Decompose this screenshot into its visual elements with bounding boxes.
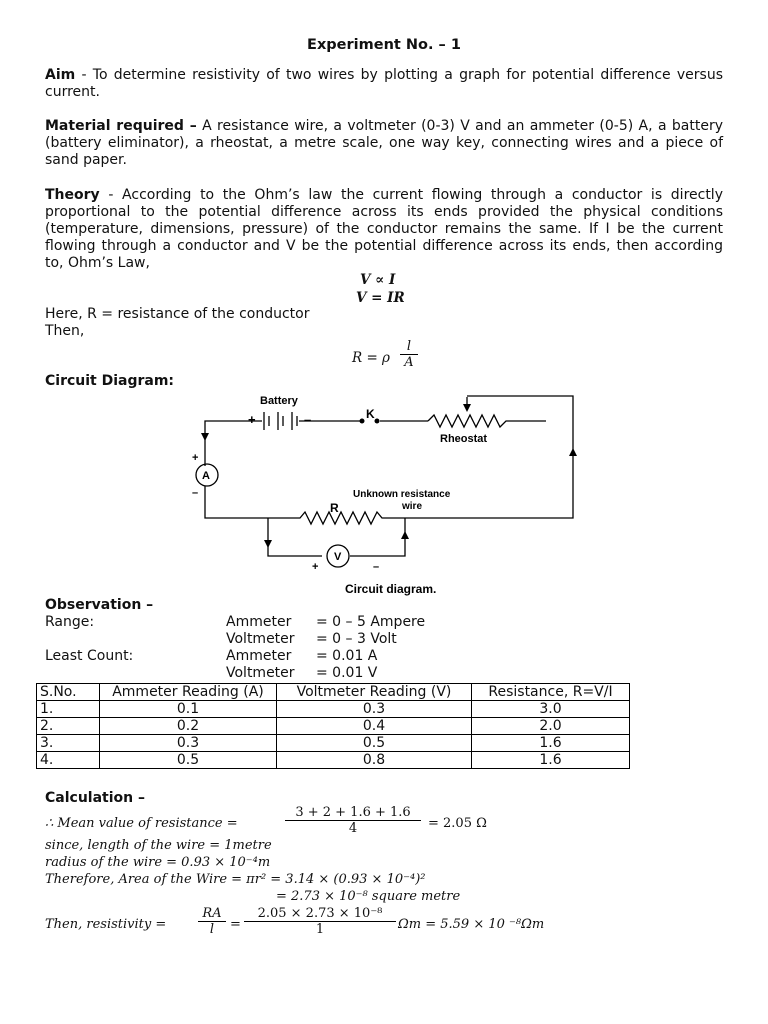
table-cell: 4. (37, 752, 100, 769)
resistance-lhs: R = ρ (352, 350, 390, 366)
table-cell: 3. (37, 735, 100, 752)
resistivity-result: Ωm = 5.59 × 10 ⁻⁸Ωm (398, 917, 545, 932)
instrument-value: = 0.01 A (316, 648, 378, 664)
rheostat-label: Rheostat (440, 433, 488, 445)
wire-right (467, 396, 573, 508)
ammeter-label: A (202, 470, 210, 482)
radius-line: radius of the wire = 0.93 × 10⁻⁴m (45, 855, 271, 870)
table-header: Resistance, R=V/I (472, 684, 630, 701)
battery-label: Battery (260, 395, 298, 407)
circuit-caption: Circuit diagram. (345, 582, 437, 596)
fraction-denominator: 1 (244, 921, 396, 937)
aim-paragraph (45, 67, 723, 101)
resistivity-fraction-2 (244, 906, 396, 937)
key-label: K (366, 407, 375, 421)
key-contact (360, 419, 365, 424)
voltmeter-minus: – (373, 561, 380, 573)
table-header: Ammeter Reading (A) (100, 684, 277, 701)
instrument-value: = 0 – 5 Ampere (316, 614, 426, 630)
table-cell: 2. (37, 718, 100, 735)
table-cell: 1.6 (472, 735, 630, 752)
table-row (37, 752, 630, 769)
table-cell: 3.0 (472, 701, 630, 718)
voltmeter-plus: + (312, 561, 319, 573)
battery-plus: + (248, 412, 256, 427)
fraction-numerator: l (406, 339, 412, 354)
fraction-numerator: 2.05 × 2.73 × 10⁻⁸ (257, 906, 383, 921)
resistance-fraction (400, 339, 418, 370)
unknown-label-line1: Unknown resistance (353, 489, 451, 500)
mean-lhs: ∴ Mean value of resistance = (45, 816, 238, 831)
table-header: S.No. (37, 684, 100, 701)
arrow-up (401, 531, 409, 539)
mean-result: = 2.05 Ω (428, 816, 487, 831)
instrument-name: Ammeter (226, 648, 292, 664)
arrow-up (569, 448, 577, 456)
table-row (37, 718, 630, 735)
then-text: Then, (45, 323, 85, 339)
table-cell: 0.1 (100, 701, 277, 718)
key-contact (375, 419, 380, 424)
resistivity-lhs: Then, resistivity = (45, 917, 167, 932)
mean-fraction (285, 805, 421, 836)
equals-sign: = (230, 917, 241, 932)
table-cell: 0.3 (100, 735, 277, 752)
arrow-down (201, 433, 209, 441)
table-cell: 0.4 (277, 718, 472, 735)
table-cell: 0.8 (277, 752, 472, 769)
here-text: Here, R = resistance of the conductor (45, 306, 310, 322)
voltmeter-wire-left (268, 518, 322, 556)
circuit-heading: Circuit Diagram: (45, 373, 175, 389)
ohm-equation: V = IR (356, 290, 405, 306)
material-text: A resistance wire, a voltmeter (0-3) V and an ammeter (0-5) A, a battery (battery eliminator), a rheostat, a metre scale, one way key, connecting wires and a piece of sand paper. (45, 118, 724, 168)
ammeter-plus: + (192, 452, 199, 464)
battery-minus: – (304, 412, 312, 427)
least-count-label: Least Count: (45, 648, 134, 664)
range-label: Range: (45, 614, 95, 630)
theory-label: Theory (45, 187, 100, 203)
theory-text: - According to the Ohm’s law the current flowing through a conductor is directly proportional to the potential difference across its ends provided the physical conditions (temperature, dimensions, pressure) of the conductor remains the same. If I be the current flowing through a conductor and V be the potential difference across its ends, then according to, Ohm’s Law, (45, 187, 723, 271)
ammeter-minus: – (192, 487, 199, 499)
fraction-numerator: RA (202, 906, 222, 921)
observation-heading: Observation – (45, 597, 154, 613)
material-paragraph (45, 118, 723, 169)
aim-label: Aim (45, 67, 76, 83)
table-cell: 0.3 (277, 701, 472, 718)
resistivity-fraction-1 (198, 906, 226, 937)
mean-numerator: 3 + 2 + 1.6 + 1.6 (295, 805, 411, 820)
voltmeter-label: V (334, 551, 342, 563)
material-label: Material required – (45, 118, 197, 134)
mean-denominator: 4 (285, 820, 421, 836)
wire-left-bottom (205, 486, 268, 518)
area-line: Therefore, Area of the Wire = πr² = 3.14 × (0.93 × 10⁻⁴)² (45, 872, 426, 887)
area-result-line: = 2.73 × 10⁻⁸ square metre (276, 889, 461, 904)
resistor-label: R (330, 501, 339, 515)
fraction-denominator: l (198, 921, 226, 937)
rheostat-coil (428, 415, 546, 427)
instrument-name: Ammeter (226, 614, 292, 630)
slider-arrow (463, 404, 471, 412)
theory-paragraph (45, 187, 723, 272)
instrument-value: = 0.01 V (316, 665, 378, 681)
observation-table (36, 683, 630, 769)
table-row (37, 735, 630, 752)
calculation-heading: Calculation – (45, 790, 145, 806)
instrument-value: = 0 – 3 Volt (316, 631, 397, 647)
table-cell: 0.5 (277, 735, 472, 752)
proportional-equation: V ∝ I (360, 272, 396, 288)
table-cell: 2.0 (472, 718, 630, 735)
aim-text: - To determine resistivity of two wires by plotting a graph for potential difference versus current. (45, 67, 723, 100)
table-cell: 1. (37, 701, 100, 718)
table-cell: 1.6 (472, 752, 630, 769)
table-header: Voltmeter Reading (V) (277, 684, 472, 701)
page-title: Experiment No. – 1 (307, 37, 461, 53)
unknown-label-line2: wire (402, 501, 423, 512)
table-cell: 0.5 (100, 752, 277, 769)
circuit-diagram (180, 388, 590, 598)
instrument-name: Voltmeter (226, 631, 295, 647)
fraction-denominator: A (400, 354, 418, 370)
length-line: since, length of the wire = 1metre (45, 838, 272, 853)
table-row (37, 701, 630, 718)
instrument-name: Voltmeter (226, 665, 295, 681)
arrow-down (264, 540, 272, 548)
table-header-row (37, 684, 630, 701)
table-cell: 0.2 (100, 718, 277, 735)
